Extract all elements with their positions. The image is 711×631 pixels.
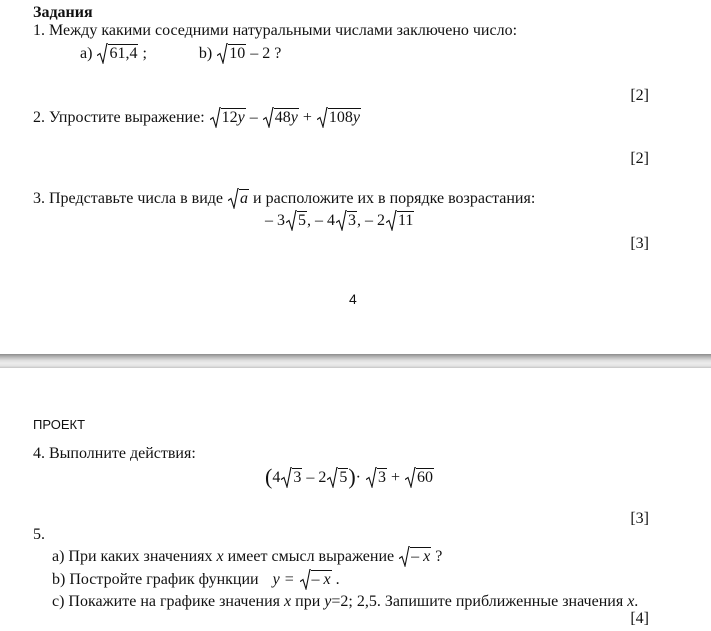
sqrt-neg-x-a: – x bbox=[399, 547, 431, 566]
task-1-text: 1. Между какими соседними натуральными числами заключено число: bbox=[33, 22, 518, 39]
sqrt-3-c: 3 bbox=[366, 468, 387, 487]
task-2: 2. Упростите выражение: 12y – 48y + 108y bbox=[33, 109, 361, 126]
sqrt-5: 5 bbox=[286, 211, 307, 230]
page-separator bbox=[0, 354, 711, 368]
section-heading: Задания bbox=[33, 4, 93, 21]
sqrt-3: 3 bbox=[336, 211, 357, 230]
task-1b-label: b) bbox=[198, 45, 213, 62]
task-1a-label: a) bbox=[80, 45, 93, 62]
sqrt-12y: 12y bbox=[210, 108, 246, 127]
task-5b: b) Постройте график функции y = – x . bbox=[52, 571, 340, 588]
task-3-text: 3. Представьте числа в виде bbox=[33, 190, 224, 207]
task-2-text: 2. Упростите выражение: bbox=[33, 109, 205, 126]
sqrt-60: 60 bbox=[405, 468, 434, 487]
task-5c: c) Покажите на графике значения x при y=2; 2,5. Запишите приближенные значения x. bbox=[52, 593, 639, 610]
sqrt-108y: 108y bbox=[317, 108, 361, 127]
page-header: ПРОЕКТ bbox=[33, 417, 86, 432]
sqrt-neg-x-b: – x bbox=[300, 570, 332, 589]
task-3: 3. Представьте числа в виде a и расположите их в порядке возрастания: bbox=[33, 190, 536, 207]
task-1-items: a) 61,4 ; b) 10 – 2 ? bbox=[80, 45, 282, 62]
task-4-expression: (4 3 – 2 5)· 3 + 60 bbox=[265, 464, 434, 489]
task-2-score: [2] bbox=[630, 150, 649, 167]
sqrt-11: 11 bbox=[386, 211, 414, 230]
task-1-score: [2] bbox=[630, 87, 649, 104]
task-5-number: 5. bbox=[33, 526, 45, 543]
sqrt-61-4: 61,4 bbox=[97, 44, 138, 63]
task-3-score: [3] bbox=[630, 235, 649, 252]
sqrt-5-b: 5 bbox=[327, 468, 348, 487]
sqrt-a: a bbox=[228, 189, 249, 208]
page-number: 4 bbox=[349, 291, 357, 307]
task-4-text: 4. Выполните действия: bbox=[33, 445, 196, 462]
sqrt-48y: 48y bbox=[263, 108, 299, 127]
sqrt-10: 10 bbox=[217, 44, 246, 63]
task-5a: a) При каких значениях x имеет смысл выражение – x ? bbox=[52, 548, 443, 565]
task-5-score: [4] bbox=[630, 610, 649, 627]
sqrt-3-a: 3 bbox=[281, 468, 302, 487]
task-4-score: [3] bbox=[630, 510, 649, 527]
task-3-numbers: – 3 5, – 4 3, – 2 11 bbox=[265, 212, 414, 229]
